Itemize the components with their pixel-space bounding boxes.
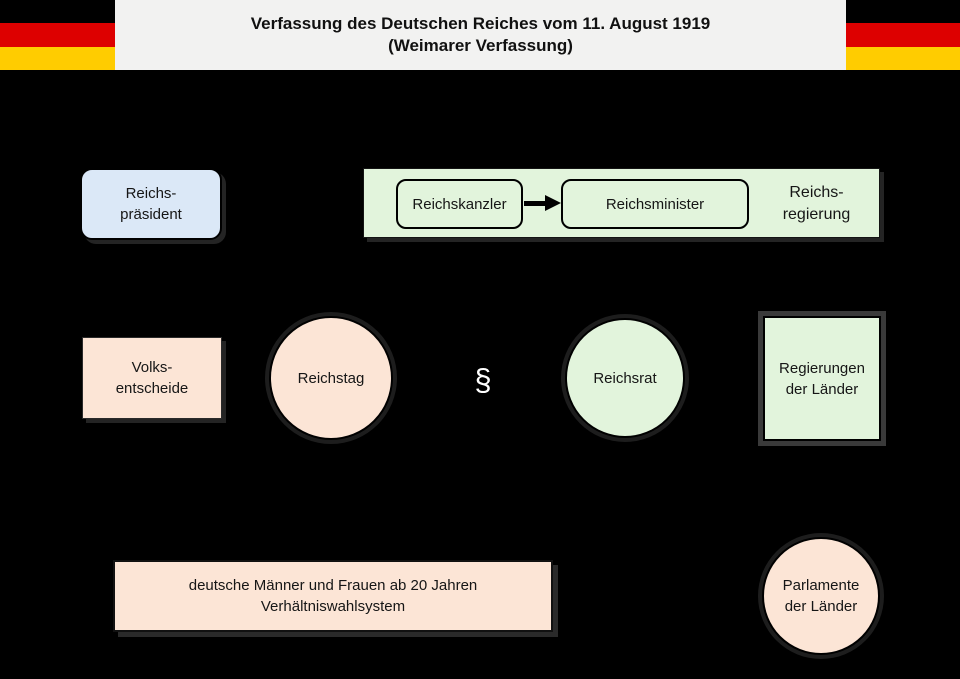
regierungen-label-line2: der Länder [785, 380, 859, 398]
reichsregierung-label-line1: Reichs- [789, 183, 844, 201]
reichsrat-label: Reichsrat [593, 369, 657, 387]
node-regierungen-der-laender [763, 316, 881, 441]
connector-praesident [40, 202, 76, 205]
connector-wahl-reichstag [331, 449, 334, 560]
reichsregierung-group-label [759, 169, 874, 239]
node-reichsminister [561, 179, 749, 229]
volksentscheide-label-line2: entscheide [115, 380, 189, 397]
wahlberechtigte-label-line1: deutsche Männer und Frauen ab 20 Jahren [188, 577, 478, 594]
reichsregierung-label-line2: regierung [782, 206, 851, 223]
paragraph-symbol-glyph: § [474, 362, 492, 398]
reichstag-label: Reichstag [297, 369, 365, 387]
node-volksentscheide [82, 337, 222, 419]
volksentscheide-label-line1: Volks- [131, 359, 173, 376]
diagram-title-line2: (Weimarer Verfassung) [388, 36, 573, 55]
node-wahlberechtigte [113, 560, 553, 632]
arrow-kanzler-to-minister-head [545, 195, 561, 211]
paragraph-symbol [463, 352, 503, 408]
node-parlamente-der-laender [762, 537, 880, 655]
group-reichsregierung [363, 168, 880, 238]
connector-to-kanzler [456, 122, 459, 164]
parlamente-label-line1: Parlamente [782, 577, 860, 594]
reichspraesident-label-line1: Reichs- [125, 185, 177, 202]
reichskanzler-label: Reichskanzler [412, 195, 507, 213]
diagram-title-panel [115, 0, 846, 70]
wahlberechtigte-label-line2: Verhältniswahlsystem [260, 598, 406, 615]
diagram-title-line1: Verfassung des Deutschen Reiches vom 11. August 1919 [250, 13, 711, 33]
reichsminister-label: Reichsminister [605, 195, 705, 213]
node-reichsrat [565, 318, 685, 438]
connector-regierungen-reichsrat [695, 379, 763, 382]
arrow-kanzler-to-minister-stem [524, 201, 546, 206]
node-reichstag [269, 316, 393, 440]
node-reichskanzler [396, 179, 523, 229]
connector-parlamente-regierungen [821, 445, 824, 537]
parlamente-label-line2: der Länder [784, 598, 858, 615]
connector-to-minister [649, 122, 652, 164]
reichspraesident-label-line2: präsident [120, 206, 182, 223]
node-reichspraesident [80, 168, 222, 240]
regierungen-label-line1: Regierungen [779, 359, 865, 377]
